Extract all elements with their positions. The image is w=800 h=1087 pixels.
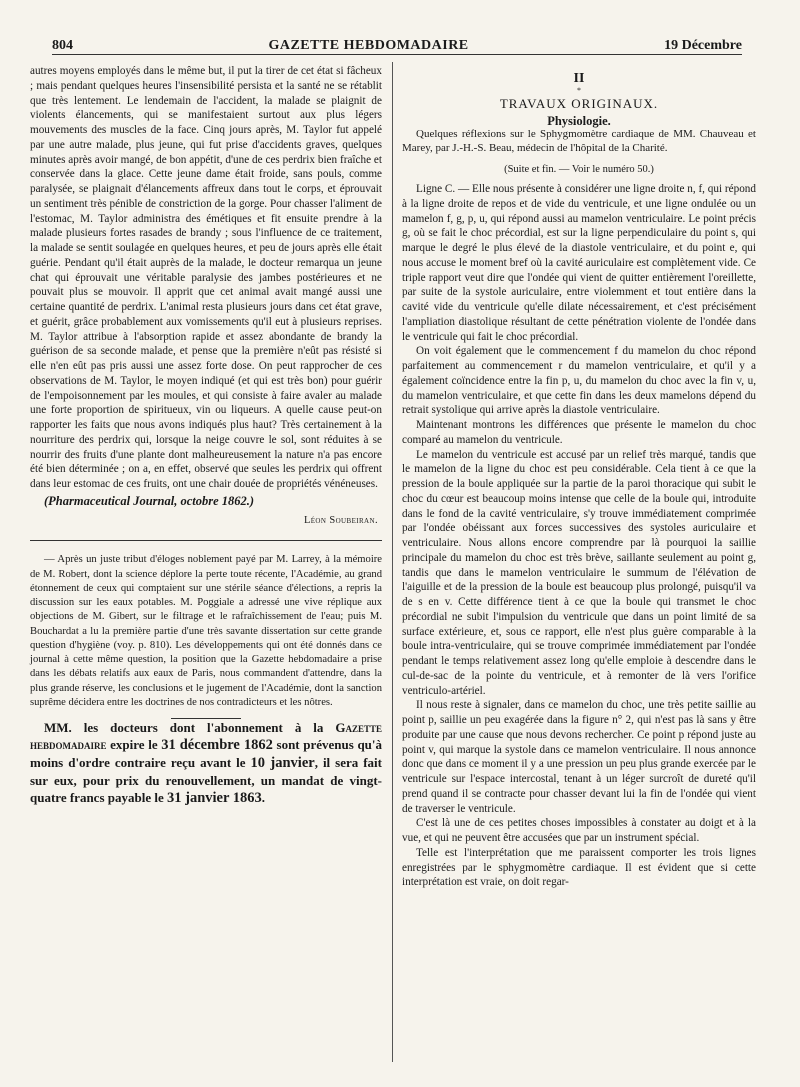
continuation-note: (Suite et fin. — Voir le numéro 50.)	[504, 164, 654, 176]
body-paragraph: Il nous reste à signaler, dans ce mamelon du choc, une très petite saillie au point p, saillie un peu exagérée dans la figure n° 2, qui n'est pas là sans y être produite par une cause que nous devons rechercher. Ce point p répond juste au point v, qui marque la systole dans ce mamelon ventriculaire. Il nous annonce donc que dans ce moment il y a une pression un peu plus grande exercée par le ventricule sur l'espace intercostal, tenant à un léger surcroît de dureté qu'il prend quand il se contracte pour chasser devant lui la fin de l'ondée qui vient de traverser le ventricule.	[402, 699, 756, 815]
body-paragraph: C'est là une de ces petites choses impossibles à constater au doigt et à la vue, et qui ne peuvent être accusées que par un instrument spécial.	[402, 817, 756, 844]
author-signature: Léon Soubeiran.	[303, 514, 378, 526]
section-number: II	[573, 71, 585, 86]
body-paragraph: autres moyens employés dans le même but, il put la tirer de cet état si fâcheux ; mais pendant quelques heures l'insensibilité persista et la santé ne se rétablit que très lentement. Le lendemain de l'accident, la malade se plaignit de violents élancements, qui se manifestaient surtout aux plus légers mouvements des muscles de la face. Cinq jours après, M. Taylor fut appelé par une autre malade, plus jeune, qui fut prise d'accidents graves, quelques minutes après avoir mangé, de bon appétit, d'une de ces perdrix bien fraîche et conservée dans la glace. Cette jeune dame était froide, sans pouls, comme paralysée, se plaignait d'élancements affreux dans tout le corps, et éprouvait un sentiment très pénible de constriction de la gorge. Pour chasser l'aliment de l'estomac, M. Taylor administra des émétiques et fit ensuite prendre à la malade plusieurs fortes rasades de brandy ; sous l'influence de ce traitement, la malade se sentit soulagée en quelques heures, et peu de jours après elle était guérie. Pendant qu'il était auprès de la malade, le docteur remarqua un jeune chat qui éprouvait une véritable paralysie des jambes postérieures et ne pouvait plus se mouvoir. Il apprit que cet animal avait mangé aussi une certaine quantité de perdrix. L'animal resta plusieurs jours dans cet état grave, et guérit, grâce probablement aux vomissements qu'il eut à plusieurs reprises. M. Taylor attribue à l'absorption rapide et assez abondante de brandy la guérison de sa seconde malade, et pense que la première n'eût pas résisté si elle n'en eût pas pris aussi une assez forte dose. On peut rapprocher de ces observations de M. Taylor, le moyen indiqué (et qui est très bon) pour guérir de l'empoisonnement par les moules, et qui consiste à faire avaler au malade une forte proportion de spiritueux, vin ou liqueurs. A quelle cause peut-on rapporter les faits que nous avons indiqués plus haut? Très certainement à la nourriture des perdrix qui, lorsque la neige couvre le sol, sont réduites à se nourrir des fruits d'une plante dont malheureusement la nature n'a pas encore été bien déterminée ; on a, en effet, observé que seules les perdrix qui offrent dans leur estomac de ces fruits, ont une chair douée de propriétés vénéneuses.	[30, 65, 382, 490]
section-star: *	[577, 85, 581, 95]
subscription-notice: MM. les docteurs dont l'abonnement à la Gazette hebdomadaire expire le 31 décembre 1862 sont prévenus qu'à moins d'ordre contraire reçu avant le 10 janvier, il sera fait sur eux, pour prix du renouvellement, un mandat de vingt-quatre francs payable le 31 janvier 1863.	[30, 720, 383, 806]
body-paragraph: Maintenant montrons les différences que présente le mamelon du choc comparé au mamelon du ventricule.	[402, 419, 756, 446]
body-paragraph: Le mamelon du ventricule est accusé par un relief très marqué, tandis que le mamelon de la ligne du choc est peu considérable. Cela tient à ce que la pression de la boule appliquée sur la partie de la paroi thoracique qui subit le choc du cœur est beaucoup moins intense que celle de la boule qui, introduite dans le fond de la cavité ventriculaire, s'y trouve immédiatement comprimée par l'ondée obéissant aux forces successives des systoles auriculaire et ventriculaire. Nous allons encore comprendre par là pourquoi la saillie principale du mamelon du choc est très brève, saillante seulement au point g, tandis que dans le mamelon ventriculaire le summum de l'élévation de l'aiguille et de la pression de la boule est beaucoup plus prolongé, puisqu'il va de s en v. Cette différence tient à ce que la boule qui transmet le choc précordial ne subit l'impulsion du ventricule que dans un point limité de sa surface extérieure, et, sous ce rapport, elle n'est plus guère comparable à la boule intra-ventriculaire, qui se trouve comprimée immédiatement par l'ondée pendant le temps relativement assez long qu'elle emploie à descendre dans le cul-de-sac de la pointe du ventricule, et à remonter de là vers l'orifice ventriculo-artériel.	[402, 448, 756, 697]
page-number: 804	[52, 38, 73, 53]
right-column	[402, 64, 756, 890]
page-header	[52, 30, 742, 55]
section-title: TRAVAUX ORIGINAUX.	[499, 95, 659, 111]
issue-date: 19 Décembre	[664, 38, 742, 53]
journal-title: GAZETTE HEBDOMADAIRE	[268, 38, 469, 53]
subsection-title: Physiologie.	[547, 113, 611, 128]
body-paragraph: Telle est l'interprétation que me paraissent comporter les trois lignes enregistrées par le sphygmomètre cardiaque. Il est évident que si cette interprétation est vraie, on doit regar-	[402, 846, 756, 889]
body-paragraph: Ligne C. — Elle nous présente à considérer une ligne droite n, f, qui répond à la ligne droite de repos et de vide du ventricule, et une ligne ondulée ou un mamelon f, g, p, u, qui répond aussi au mamelon ventriculaire. Le point précis g, où se fait le choc précordial, est sur la ligne perpendiculaire du point s, qui marque le degré le plus élevé de la diastole ventriculaire, et du point e, qui nous accuse le moment bref où la cavité auriculaire est complètement vide. Ce triple rapport veut dire que l'ondée qui vient de quitter entièrement l'oreillette, par suite de la systole auriculaire, entre violemment et tout entière dans la cavité vide du ventricule qu'elle dilate nécessairement, et c'est précisément l'ampliation diastolique résultant de cette pénétration violente de l'ondée dans le ventricule qui fait le choc précordial.	[402, 183, 756, 343]
column-divider	[392, 62, 393, 1062]
section-rule	[30, 540, 382, 541]
article-title: Quelques réflexions sur le Sphygmomètre cardiaque de MM. Chauveau et Marey, par J.-H.-S. Beau, médecin de l'hôpital de la Charité.	[402, 128, 756, 154]
academie-paragraph: — Après un juste tribut d'éloges noblement payé par M. Larrey, à la mémoire de M. Robert, dont la science déplore la perte toute récente, l'Académie, au grand étonnement de ceux qui comptaient sur une stérile séance d'élections, a repris la discussion sur les eaux potables. M. Poggiale a adressé une vive réplique aux objections de M. Gibert, sur le filtrage et le rafraîchissement de l'eau; puis M. Bouchardat a lu la première partie d'une très savante dissertation sur cette grande question d'hygiène (voy. p. 810). Les développements qui ont été donnés dans ce journal à cette même question, la position que la Gazette hebdomadaire a prise dans les débats relatifs aux eaux de Paris, nous commandent d'attendre, dans la plus grande réserve, les conclusions et le jugement de l'Académie, dont la sanction suprême décidera entre les doctrines de nos contradicteurs et les nôtres.	[30, 554, 382, 708]
body-paragraph: On voit également que le commencement f du mamelon du choc répond parfaitement au commencement r du mamelon ventriculaire, et qu'il y a également coïncidence entre la fin p, u, du mamelon du choc avec la fin v, u, du mamelon ventriculaire, et que cette fin dans les deux mamelons dépend du retrait systolique qui arrive après la diastole ventriculaire.	[402, 345, 756, 417]
citation: (Pharmaceutical Journal, octobre 1862.)	[44, 493, 255, 508]
left-column	[30, 64, 382, 807]
